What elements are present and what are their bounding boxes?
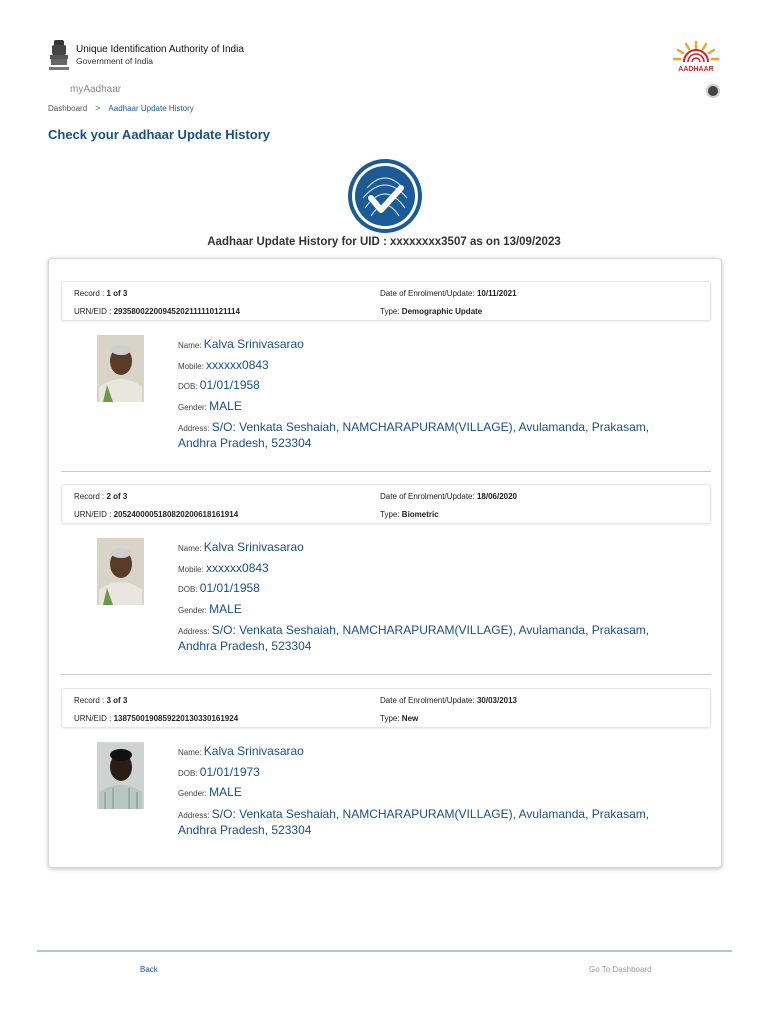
record-number: Record : 3 of 3 bbox=[74, 696, 128, 705]
record-header bbox=[61, 688, 711, 728]
record-urn: URN/EID : 1387500190859220130330161924 bbox=[74, 714, 239, 723]
app-header bbox=[0, 0, 768, 120]
record-divider bbox=[61, 471, 711, 472]
org-line2: Government of India bbox=[76, 56, 154, 66]
breadcrumb bbox=[48, 103, 194, 113]
detail-dob: DOB: 01/01/1958 bbox=[178, 581, 260, 595]
history-heading: Aadhaar Update History for UID : xxxxxxxx3507 as on 13/09/2023 bbox=[207, 236, 561, 248]
resident-details bbox=[178, 742, 678, 837]
history-card bbox=[48, 258, 722, 868]
back-button[interactable]: Back bbox=[140, 965, 158, 974]
record-type: Type: New bbox=[380, 714, 419, 723]
detail-address: Address: S/O: Venkata Seshaiah, NAMCHARAPURAM(VILLAGE), Avulamanda, Prakasam, Andhra Pradesh, 523304 bbox=[178, 623, 650, 653]
aadhaar-logo-icon bbox=[668, 38, 724, 74]
record-3 bbox=[61, 688, 711, 858]
record-type: Type: Demographic Update bbox=[380, 307, 483, 316]
resident-photo bbox=[97, 335, 144, 402]
record-date: Date of Enrolment/Update: 10/11/2021 bbox=[380, 289, 517, 298]
breadcrumb-dashboard[interactable]: Dashboard bbox=[48, 103, 88, 113]
detail-gender: Gender: MALE bbox=[178, 785, 242, 799]
detail-name: Name: Kalva Srinivasarao bbox=[178, 540, 304, 554]
breadcrumb-update-history[interactable]: Aadhaar Update History bbox=[108, 103, 194, 113]
detail-dob: DOB: 01/01/1958 bbox=[178, 378, 260, 392]
resident-details bbox=[178, 335, 678, 450]
record-number: Record : 1 of 3 bbox=[74, 289, 128, 298]
record-urn: URN/EID : 29358002200945202111110121114 bbox=[74, 307, 240, 316]
breadcrumb-separator: > bbox=[95, 103, 101, 113]
record-urn: URN/EID : 2052400005180820200618161914 bbox=[74, 510, 239, 519]
detail-dob: DOB: 01/01/1973 bbox=[178, 764, 260, 779]
app-name: myAadhaar bbox=[70, 84, 122, 95]
page-title: Check your Aadhaar Update History bbox=[48, 127, 271, 142]
record-header bbox=[61, 484, 711, 524]
footer-divider bbox=[37, 950, 732, 952]
detail-name: Name: Kalva Srinivasarao bbox=[178, 744, 304, 758]
detail-mobile: Mobile: xxxxxx0843 bbox=[178, 560, 269, 575]
record-date: Date of Enrolment/Update: 18/06/2020 bbox=[380, 492, 517, 501]
aadhaar-logo-text: AADHAAR bbox=[678, 66, 714, 73]
detail-gender: Gender: MALE bbox=[178, 398, 242, 413]
organization-name bbox=[76, 44, 244, 67]
record-2 bbox=[61, 484, 711, 674]
resident-photo bbox=[97, 742, 144, 809]
detail-name: Name: Kalva Srinivasarao bbox=[178, 337, 304, 351]
detail-address: Address: S/O: Venkata Seshaiah, NAMCHARAPURAM(VILLAGE), Avulamanda, Prakasam, Andhra Pradesh, 523304 bbox=[178, 806, 650, 837]
org-line1: Unique Identification Authority of India bbox=[76, 44, 244, 55]
record-number: Record : 2 of 3 bbox=[74, 492, 128, 501]
detail-gender: Gender: MALE bbox=[178, 601, 242, 616]
detail-address: Address: S/O: Venkata Seshaiah, NAMCHARAPURAM(VILLAGE), Avulamanda, Prakasam, Andhra Pradesh, 523304 bbox=[178, 420, 650, 450]
user-avatar[interactable] bbox=[706, 84, 720, 98]
resident-photo bbox=[97, 538, 144, 605]
resident-details bbox=[178, 538, 678, 653]
record-type: Type: Biometric bbox=[380, 510, 439, 519]
national-emblem-icon bbox=[47, 38, 71, 72]
detail-mobile: Mobile: xxxxxx0843 bbox=[178, 357, 269, 372]
record-date: Date of Enrolment/Update: 30/03/2013 bbox=[380, 696, 517, 705]
record-divider bbox=[61, 674, 711, 675]
go-to-dashboard-button[interactable]: Go To Dashboard bbox=[589, 965, 652, 974]
verified-seal-icon bbox=[345, 158, 425, 234]
record-1 bbox=[61, 281, 711, 471]
record-header bbox=[61, 281, 711, 321]
